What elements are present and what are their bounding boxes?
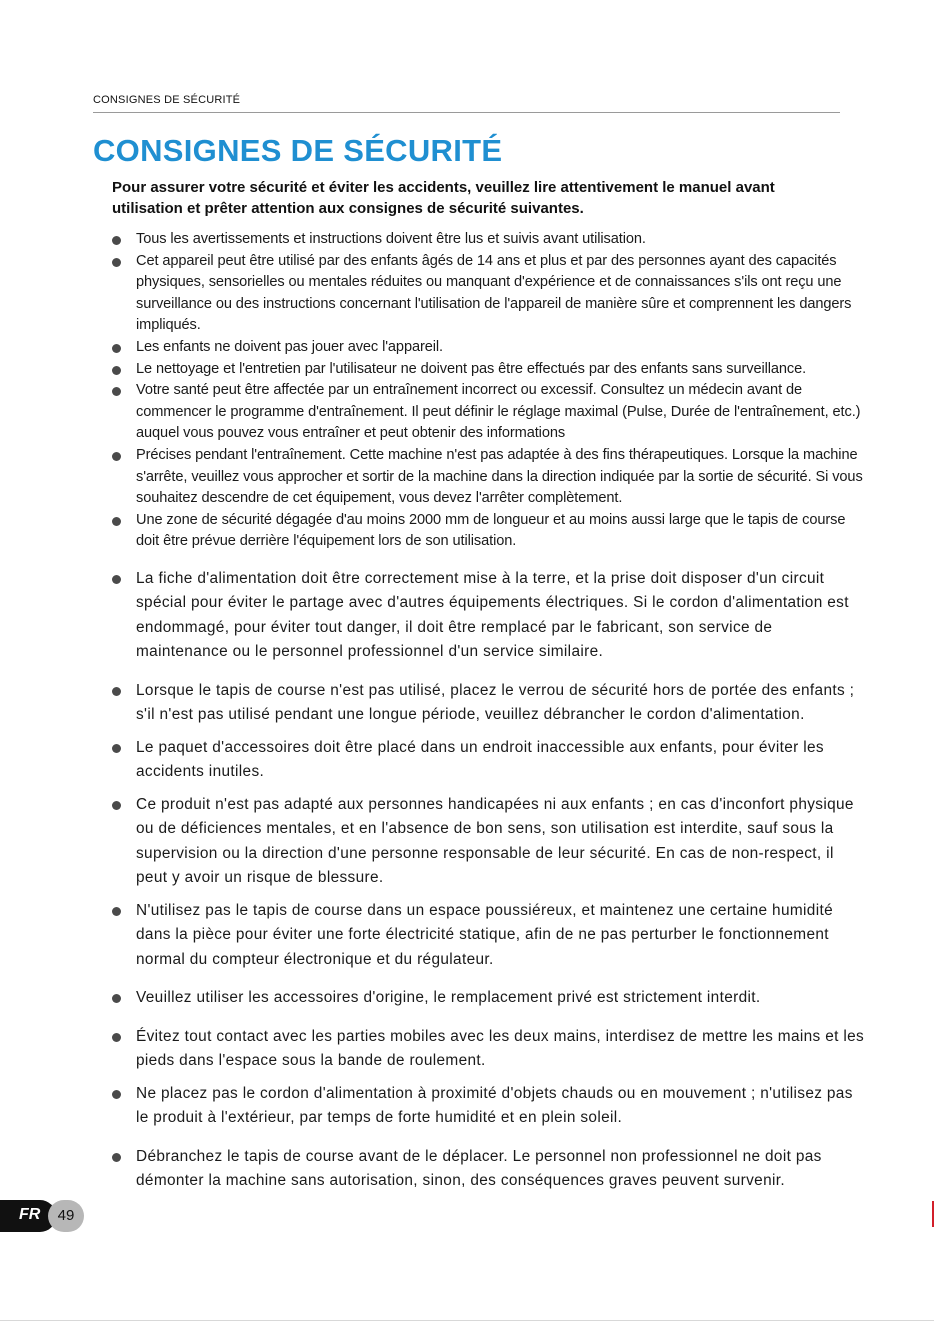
list-item [108, 679, 868, 728]
list-item-text: Le nettoyage et l'entretien par l'utilisateur ne doivent pas être effectués par des enfants sans surveillance. [136, 360, 807, 377]
list-item-text: Le paquet d'accessoires doit être placé dans un endroit inaccessible aux enfants, pour éviter les accidents inutiles. [136, 738, 824, 781]
list-item [108, 793, 868, 891]
bullet-icon [112, 801, 121, 810]
bullet-icon [112, 744, 121, 753]
list-item-text: Veuillez utiliser les accessoires d'origine, le remplacement privé est strictement interdit. [136, 989, 761, 1007]
list-item [108, 337, 868, 359]
list-item [108, 1145, 868, 1194]
safety-list [108, 229, 868, 1194]
list-item-text: Les enfants ne doivent pas jouer avec l'appareil. [136, 338, 443, 355]
bullet-icon [112, 907, 121, 916]
list-item-text: Lorsque le tapis de course n'est pas utilisé, placez le verrou de sécurité hors de portée des enfants ; s'il n'est pas utilisé pendant une longue période, veuillez débrancher le cordon d'alimentation. [136, 681, 855, 724]
bullet-icon [112, 236, 121, 245]
running-header: CONSIGNES DE SÉCURITÉ [93, 94, 241, 106]
bullet-icon [112, 344, 121, 353]
list-item-text: Évitez tout contact avec les parties mobiles avec les deux mains, interdisez de mettre les mains et les pieds dans l'espace sous la bande de roulement. [136, 1027, 865, 1070]
header-divider [93, 112, 840, 113]
bullet-icon [112, 366, 121, 375]
bullet-icon [112, 687, 121, 696]
bullet-icon [112, 1090, 121, 1099]
bullet-icon [112, 1153, 121, 1162]
list-item-text: Précises pendant l'entraînement. Cette machine n'est pas adaptée à des fins thérapeutiques. Lorsque la machine s'arrête, veuillez vous approcher et sortir de la machine dans la direction indiquée par la sortie de sécurité. Si vous souhaitez descendre de cet équipement, vous devez l'arrêter complètement. [136, 446, 863, 507]
list-item [108, 251, 868, 337]
language-label: FR [19, 1206, 41, 1223]
list-item-text: Cet appareil peut être utilisé par des enfants âgés de 14 ans et plus et par des personnes ayant des capacités physiques, sensorielles ou mentales réduites ou manquant d'expérience et de connaissances s'ils ont reçu une surveillance ou des instructions concernant l'utilisation de l'appareil de manière sûre et comprennent les dangers impliqués. [136, 252, 852, 334]
list-item [108, 736, 868, 785]
list-item [108, 445, 868, 510]
list-item [108, 1025, 868, 1074]
list-item-text: Ce produit n'est pas adapté aux personnes handicapées ni aux enfants ; en cas d'inconfort physique ou de déficiences mentales, et en l'absence de bon sens, son utilisation est interdite, sauf sous la supervision ou la direction d'une personne responsable de leur sécurité. En cas de non-respect, il peut y avoir un risque de blessure. [136, 795, 854, 887]
list-item-text: Tous les avertissements et instructions doivent être lus et suivis avant utilisation. [136, 231, 646, 247]
list-item [108, 229, 868, 251]
list-item [108, 510, 868, 553]
list-item [108, 359, 868, 381]
list-item [108, 899, 868, 973]
list-item-text: Débranchez le tapis de course avant de le déplacer. Le personnel non professionnel ne doit pas démonter la machine sans autorisation, sinon, des conséquences graves peuvent survenir. [136, 1147, 822, 1190]
list-item [108, 1082, 868, 1131]
page-number: 49 [48, 1200, 84, 1232]
bullet-icon [112, 258, 121, 267]
bullet-icon [112, 994, 121, 1003]
list-item [108, 567, 868, 665]
list-item [108, 380, 868, 445]
list-item-text: N'utilisez pas le tapis de course dans un espace poussiéreux, et maintenez une certaine humidité dans la pièce pour éviter une forte électricité statique, afin de ne pas perturber le fonctionnement normal du compteur électronique et du régulateur. [136, 901, 834, 968]
list-item-text: Une zone de sécurité dégagée d'au moins 2000 mm de longueur et au moins aussi large que le tapis de course doit être prévue derrière l'équipement lors de son utilisation. [136, 511, 846, 550]
bullet-icon [112, 387, 121, 396]
bottom-divider [0, 1320, 934, 1321]
bullet-icon [112, 575, 121, 584]
bullet-icon [112, 517, 121, 526]
list-item-text: Ne placez pas le cordon d'alimentation à proximité d'objets chauds ou en mouvement ; n'utilisez pas le produit à l'extérieur, par temps de forte humidité et en plein soleil. [136, 1084, 853, 1127]
bullet-icon [112, 1033, 121, 1042]
bullet-icon [112, 452, 121, 461]
list-item [108, 986, 868, 1011]
list-item-text: Votre santé peut être affectée par un entraînement incorrect ou excessif. Consultez un médecin avant de commencer le programme d'entraînement. Il peut définir le réglage maximal (Pulse, Durée de l'entraînement, etc.) auquel vous pouvez vous entraîner et peut obtenir des informations [136, 382, 861, 442]
list-item-text: La fiche d'alimentation doit être correctement mise à la terre, et la prise doit disposer d'un circuit spécial pour éviter le partage avec d'autres équipements électriques. Si le cordon d'alimentation est endommagé, pour éviter tout danger, il doit être remplacé par le fabricant, son service de maintenance ou le personnel professionnel d'un service similaire. [136, 569, 849, 661]
intro-paragraph: Pour assurer votre sécurité et éviter les accidents, veuillez lire attentivement le manuel avant utilisation et prêter attention aux consignes de sécurité suivantes. [112, 179, 775, 217]
page-title: CONSIGNES DE SÉCURITÉ [93, 133, 503, 168]
